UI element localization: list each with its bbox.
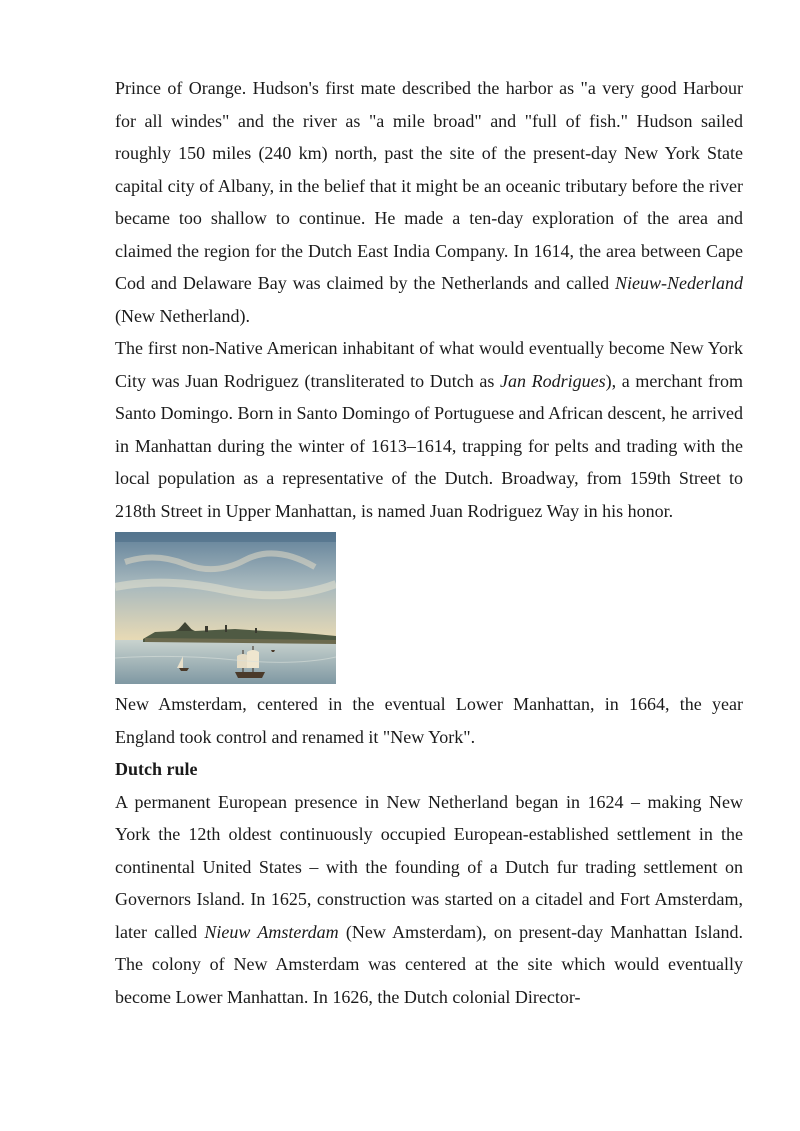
paragraph-text: A permanent European presence in New Netherland began in 1624 – making New York the 12th oldest continuously occupied European-established settlement in the continental United States – with the founding of a Dutch fur trading settlement on Governors Island. In 1625, construction was started on a citadel and Fort Amsterdam, later called bbox=[115, 791, 743, 942]
paragraph-text: ), a merchant from Santo Domingo. Born in Santo Domingo of Portuguese and African descent, he arrived in Manhattan during the winter of 1613–1614, trapping for pelts and trading with the local population as a representative of the Dutch. Broadway, from 159th Street to 218th Street in Upper Manhattan, is named Juan Rodriguez Way in his honor. bbox=[115, 370, 743, 521]
paragraph-text: The first non-Native American inhabitant of what would eventually become New York City was Juan Rodriguez (transliterated to Dutch as bbox=[115, 338, 743, 391]
paragraph-text: (New Amsterdam), on present-day Manhattan Island. The colony of New Amsterdam was centered at the site which would eventually become Lower Manhattan. In 1626, the Dutch colonial Director- bbox=[115, 921, 743, 1007]
paragraph-text: Prince of Orange. Hudson's first mate described the harbor as "a very good Harbour for all windes" and the river as "a mile broad" and "full of fish." Hudson sailed roughly 150 miles (240 km) north, past the site of the present-day New York State capital city of Albany, in the belief that it might be an oceanic tributary before the river became too shallow to continue. He made a ten-day exploration of the area and claimed the region for the Dutch East India Company. In 1614, the area between Cape Cod and Delaware Bay was claimed by the Netherlands and called bbox=[115, 78, 743, 293]
italic-term: Nieuw-Nederland bbox=[615, 273, 743, 293]
paragraph-dutch-rule bbox=[115, 786, 743, 1014]
figure-caption: New Amsterdam, centered in the eventual Lower Manhattan, in 1664, the year England took control and renamed it "New York". bbox=[115, 694, 743, 747]
paragraph-hudson bbox=[115, 72, 743, 332]
italic-term: Jan Rodrigues bbox=[500, 370, 606, 391]
italic-term: Nieuw Amsterdam bbox=[204, 921, 339, 942]
section-heading: Dutch rule bbox=[115, 759, 198, 779]
paragraph-text: (New Netherland). bbox=[115, 305, 250, 326]
painting-image bbox=[115, 532, 336, 684]
document-body bbox=[115, 72, 743, 1013]
paragraph-juan-rodriguez bbox=[115, 332, 743, 527]
new-amsterdam-painting bbox=[115, 532, 336, 684]
